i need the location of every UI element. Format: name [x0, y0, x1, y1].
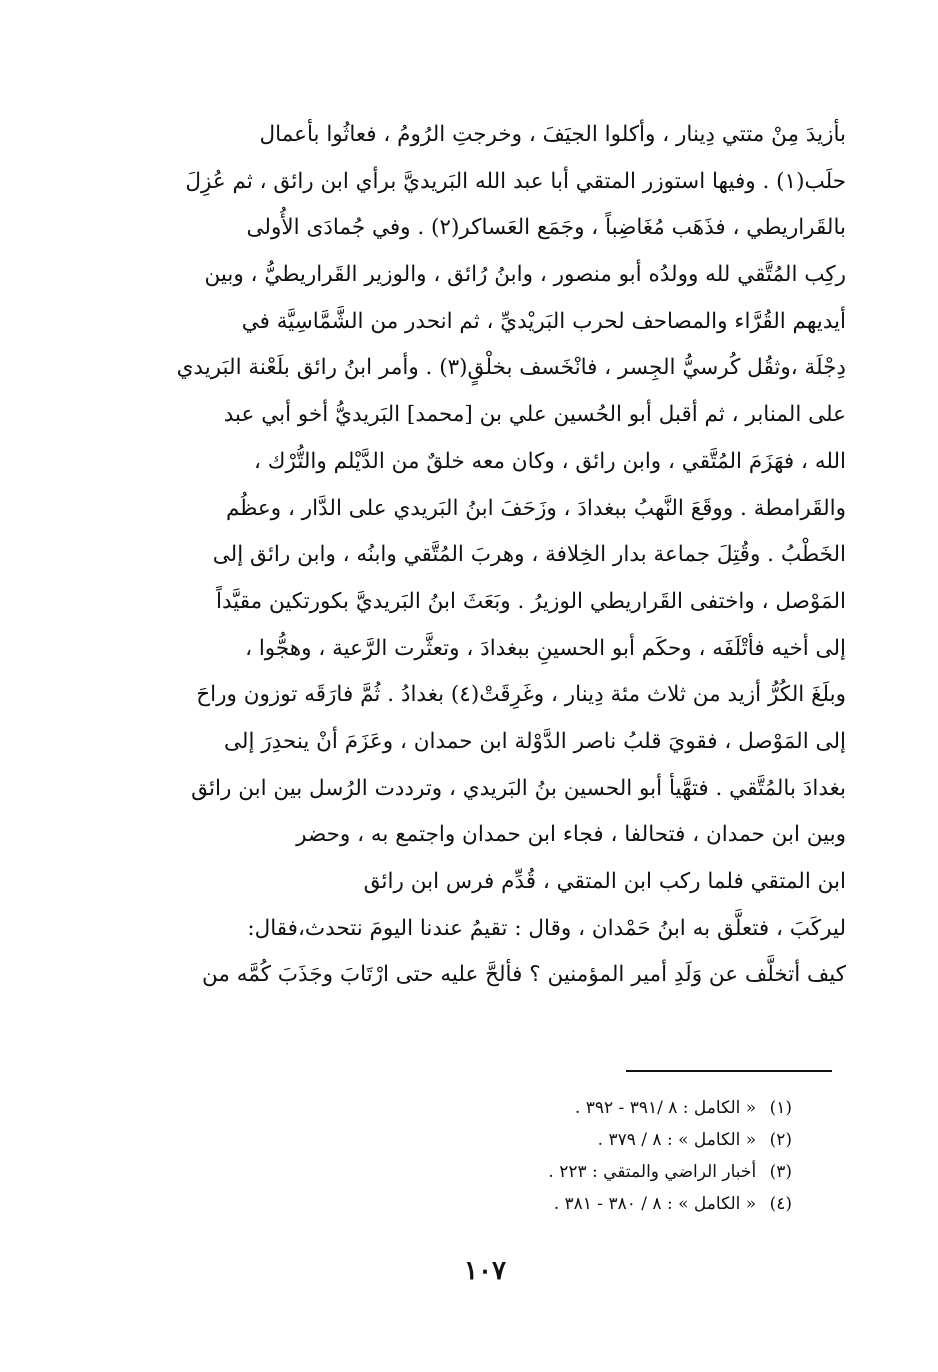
- footnote-text: « الكامل : ٨ /٣٩١ - ٣٩٢ .: [574, 1098, 757, 1118]
- text-line: إلى أخيه فأتْلَفَه ، وحكَم أبو الحسينِ ببغدادَ ، وتعثَّرت الرَّعية ، وهجُّوا ،: [245, 635, 846, 661]
- text-line: دِجْلَة ،وثقُل كُرسيُّ الجِسر ، فانْخَسف بخلْقٍ(٣) . وأمر ابنُ رائق بلَعْنة البَريدي: [176, 355, 846, 381]
- text-line: ليركَبَ ، فتعلَّق به ابنُ حَمْدان ، وقال : تقيمُ عندنا اليومَ نتحدث،فقال:: [247, 915, 846, 941]
- footnote-text: « الكامل » : ٨ / ٣٨٠ - ٣٨١ .: [553, 1194, 757, 1214]
- text-line: الخَطْبُ . وقُتِلَ جماعة بدار الخِلافة ، وهربَ المُتَّقي وابنُه ، وابن رائق إلى: [212, 542, 846, 568]
- footnote-text: أخبار الراضي والمتقي : ٢٢٣ .: [548, 1162, 757, 1182]
- text-line: حلَب(١) . وفيها استوزر المتقي أبا عبد الله البَريديَّ برأي ابن رائق ، ثم عُزِلَ: [185, 168, 846, 194]
- footnote-divider: [626, 1070, 832, 1072]
- text-line: ركِب المُتَّقي لله وولدُه أبو منصور ، وابنُ رُائق ، والوزير القَراريطيُّ ، وبين: [204, 262, 846, 288]
- footnote-text: « الكامل » : ٨ / ٣٧٩ .: [597, 1130, 757, 1150]
- footnote-item: [360, 1188, 792, 1220]
- text-line: أيديهم القُرَّاء والمصاحف لحرب البَريْديِّ ، ثم انحدر من الشَّمَّاسِيَّة في: [241, 308, 846, 334]
- text-line: بغدادَ بالمُتَّقي . فتهَّيأ أبو الحسين بنُ البَريدي ، وترددت الرُسل بين ابن رائق: [191, 775, 846, 801]
- footnote-number: (٤): [769, 1194, 792, 1214]
- text-line: وبلَغَ الكُرُّ أزيد من ثلاث مئة دِينار ، وغَرِقَتْ(٤) بغدادُ . ثُمَّ فارَقَه توزون وراحَ: [196, 682, 846, 708]
- text-line: كيف أتخلَّف عن وَلَدِ أمير المؤمنين ؟ فألحَّ عليه حتى ارْتَابَ وجَذَبَ كُمَّه من: [202, 962, 846, 988]
- footnote-number: (١): [769, 1098, 792, 1118]
- text-line: بالقَراريطي ، فذَهَب مُغَاضِباً ، وجَمَع العَساكر(٢) . وفي جُمادَى الأُولى: [246, 215, 846, 241]
- text-line: والقَرامطة . ووقَعَ النَّهبُ ببغدادَ ، وزَحَفَ ابنُ البَريدي على الدَّار ، وعظُم: [225, 495, 846, 521]
- body-text: [176, 112, 846, 999]
- footnote-number: (٣): [769, 1162, 792, 1182]
- text-line: بأزيدَ مِنْ متتي دِينار ، وأكلوا الجيَفَ ، وخرجتِ الرُومُ ، فعاثُوا بأعمال: [259, 122, 846, 147]
- text-line: إلى المَوْصل ، فقويَ قلبُ ناصر الدَّوْلة ابن حمدان ، وعَزَمَ أنْ ينحدِرَ إلى: [224, 728, 846, 754]
- footnote-item: [360, 1124, 792, 1156]
- text-line: وبين ابن حمدان ، فتحالفا ، فجاء ابن حمدان واجتمع به ، وحضر: [296, 822, 846, 848]
- page-number: ١٠٧: [464, 1256, 506, 1286]
- text-line: المَوْصل ، واختفى القَراريطي الوزيرُ . وبَعَثَ ابنُ البَريديَّ بكورتكين مقيَّداً: [215, 588, 846, 614]
- text-line: الله ، فهَزَمَ المُتَّقي ، وابن رائق ، وكان معه خلقٌ من الدَّيْلم والتُّرْك ،: [254, 448, 846, 474]
- footnotes: [360, 1092, 792, 1220]
- footnote-number: (٢): [769, 1130, 792, 1150]
- footnote-item: [360, 1156, 792, 1188]
- text-line: على المنابر ، ثم أقبل أبو الحُسين علي بن [محمد] البَريديُّ أخو أبي عبد: [223, 402, 846, 428]
- text-line: ابن المتقي فلما ركب ابن المتقي ، قُدِّم فرس ابن رائق: [363, 869, 846, 894]
- footnote-item: [360, 1092, 792, 1124]
